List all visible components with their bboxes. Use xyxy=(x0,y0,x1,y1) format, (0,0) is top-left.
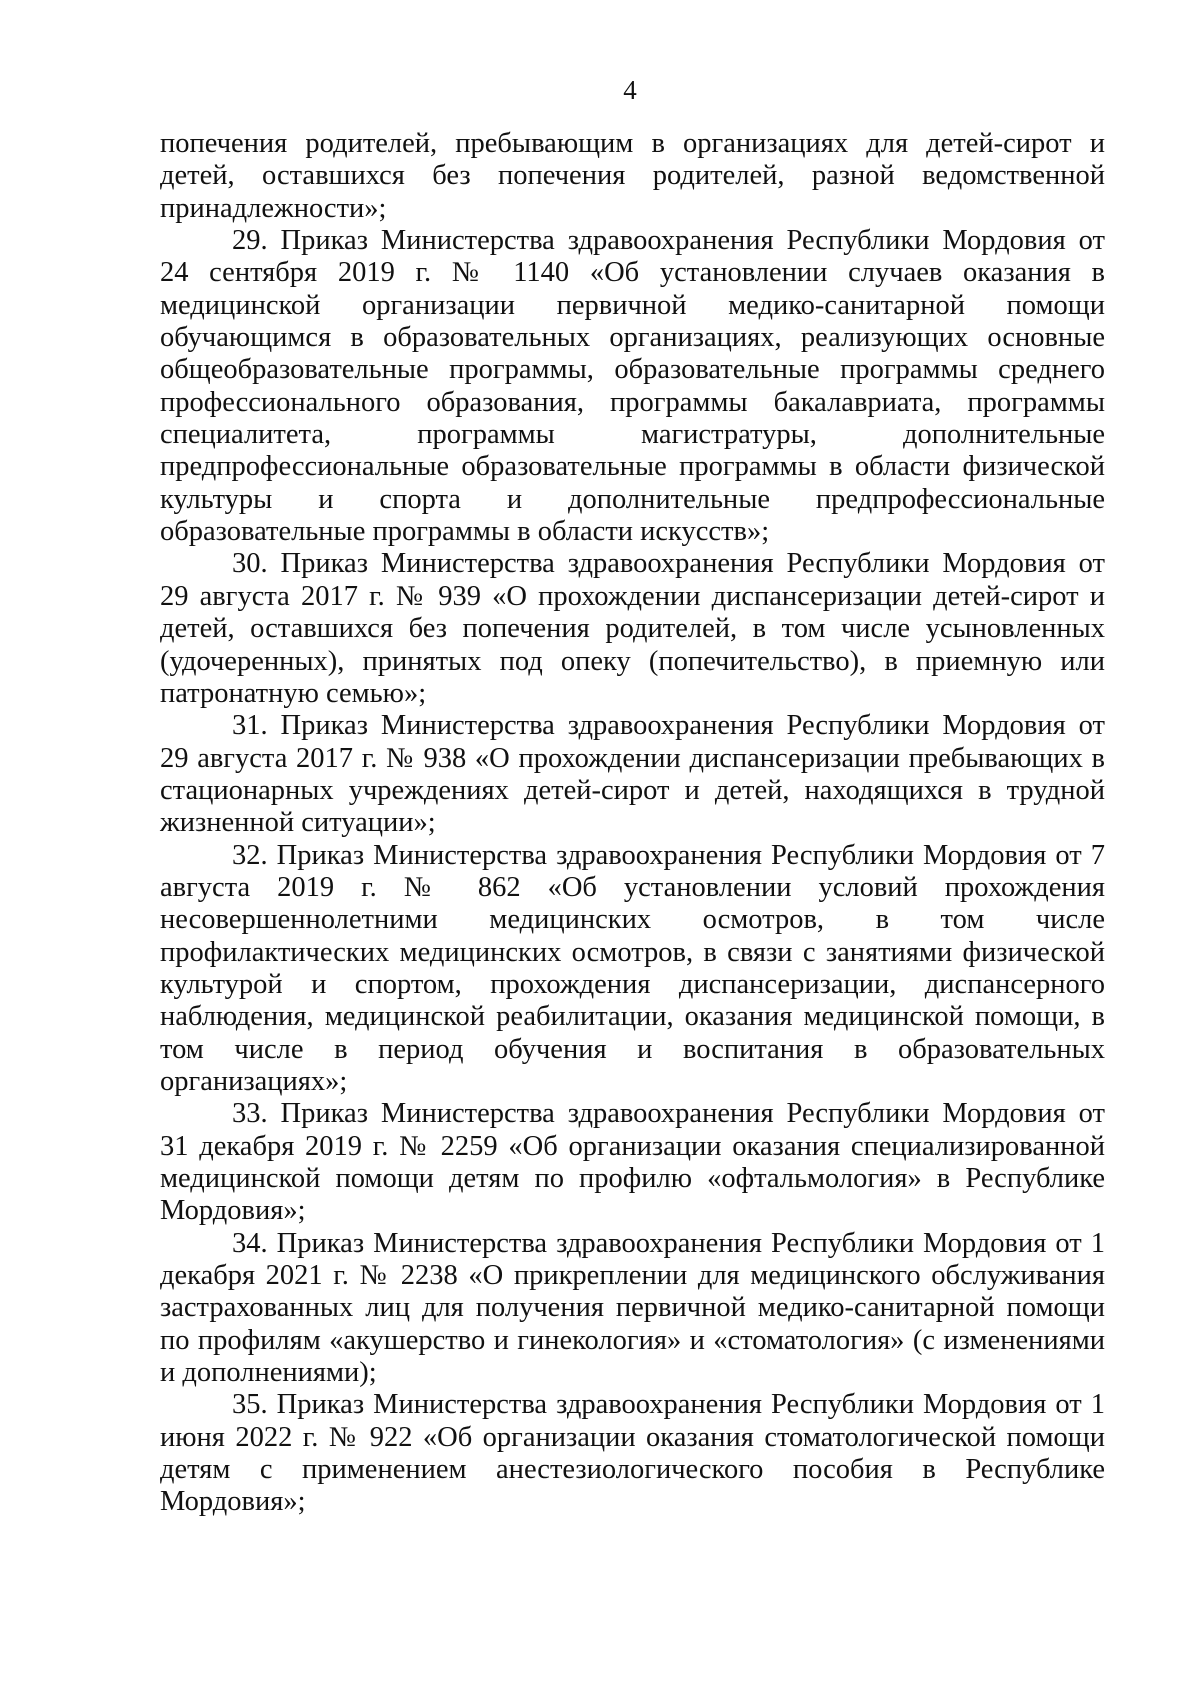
paragraph-continuation: попечения родителей, пребывающим в организациях для детей-сирот и детей, оставшихся без попечения родителей, разной ведомственной принадлежности»; xyxy=(160,128,1105,224)
document-body xyxy=(160,128,1105,1519)
paragraph-item-35: 35. Приказ Министерства здравоохранения Республики Мордовия от 1 июня 2022 г. № 922 «Об организации оказания стоматологической помощи детям с применением анестезиологического пособия в Республике Мордовия»; xyxy=(160,1389,1105,1518)
page-number: 4 xyxy=(623,75,637,105)
paragraph-item-31: 31. Приказ Министерства здравоохранения Республики Мордовия от 29 августа 2017 г. № 938 «О прохождении диспансеризации пребывающих в стационарных учреждениях детей-сирот и детей, находящихся в трудной жизненной ситуации»; xyxy=(160,710,1105,839)
paragraph-item-33: 33. Приказ Министерства здравоохранения Республики Мордовия от 31 декабря 2019 г. № 2259 «Об организации оказания специализированной медицинской помощи детям по профилю «офтальмология» в Республике Мордовия»; xyxy=(160,1098,1105,1227)
paragraph-item-29: 29. Приказ Министерства здравоохранения Республики Мордовия от 24 сентября 2019 г. № 1140 «Об установлении случаев оказания в медицинской организации первичной медико-санитарной помощи обучающимся в образовательных организациях, реализующих основные общеобразовательные программы, образовательные программы среднего профессионального образования, программы бакалавриата, программы специалитета, программы магистратуры, дополнительные предпрофессиональные образовательные программы в области физической культуры и спорта и дополнительные предпрофессиональные образовательные программы в области искусств»; xyxy=(160,225,1105,548)
paragraph-item-32: 32. Приказ Министерства здравоохранения Республики Мордовия от 7 августа 2019 г. № 862 «Об установлении условий прохождения несовершеннолетними медицинских осмотров, в том числе профилактических медицинских осмотров, в связи с занятиями физической культурой и спортом, прохождения диспансеризации, диспансерного наблюдения, медицинской реабилитации, оказания медицинской помощи, в том числе в период обучения и воспитания в образовательных организациях»; xyxy=(160,839,1105,1097)
paragraph-item-30: 30. Приказ Министерства здравоохранения Республики Мордовия от 29 августа 2017 г. № 939 «О прохождении диспансеризации детей-сирот и детей, оставшихся без попечения родителей, в том числе усыновленных (удочеренных), принятых под опеку (попечительство), в приемную или патронатную семью»; xyxy=(160,548,1105,709)
paragraph-item-34: 34. Приказ Министерства здравоохранения Республики Мордовия от 1 декабря 2021 г. № 2238 «О прикреплении для медицинского обслуживания застрахованных лиц для получения первичной медико-санитарной помощи по профилям «акушерство и гинекология» и «стоматология» (с изменениями и дополнениями); xyxy=(160,1227,1105,1389)
